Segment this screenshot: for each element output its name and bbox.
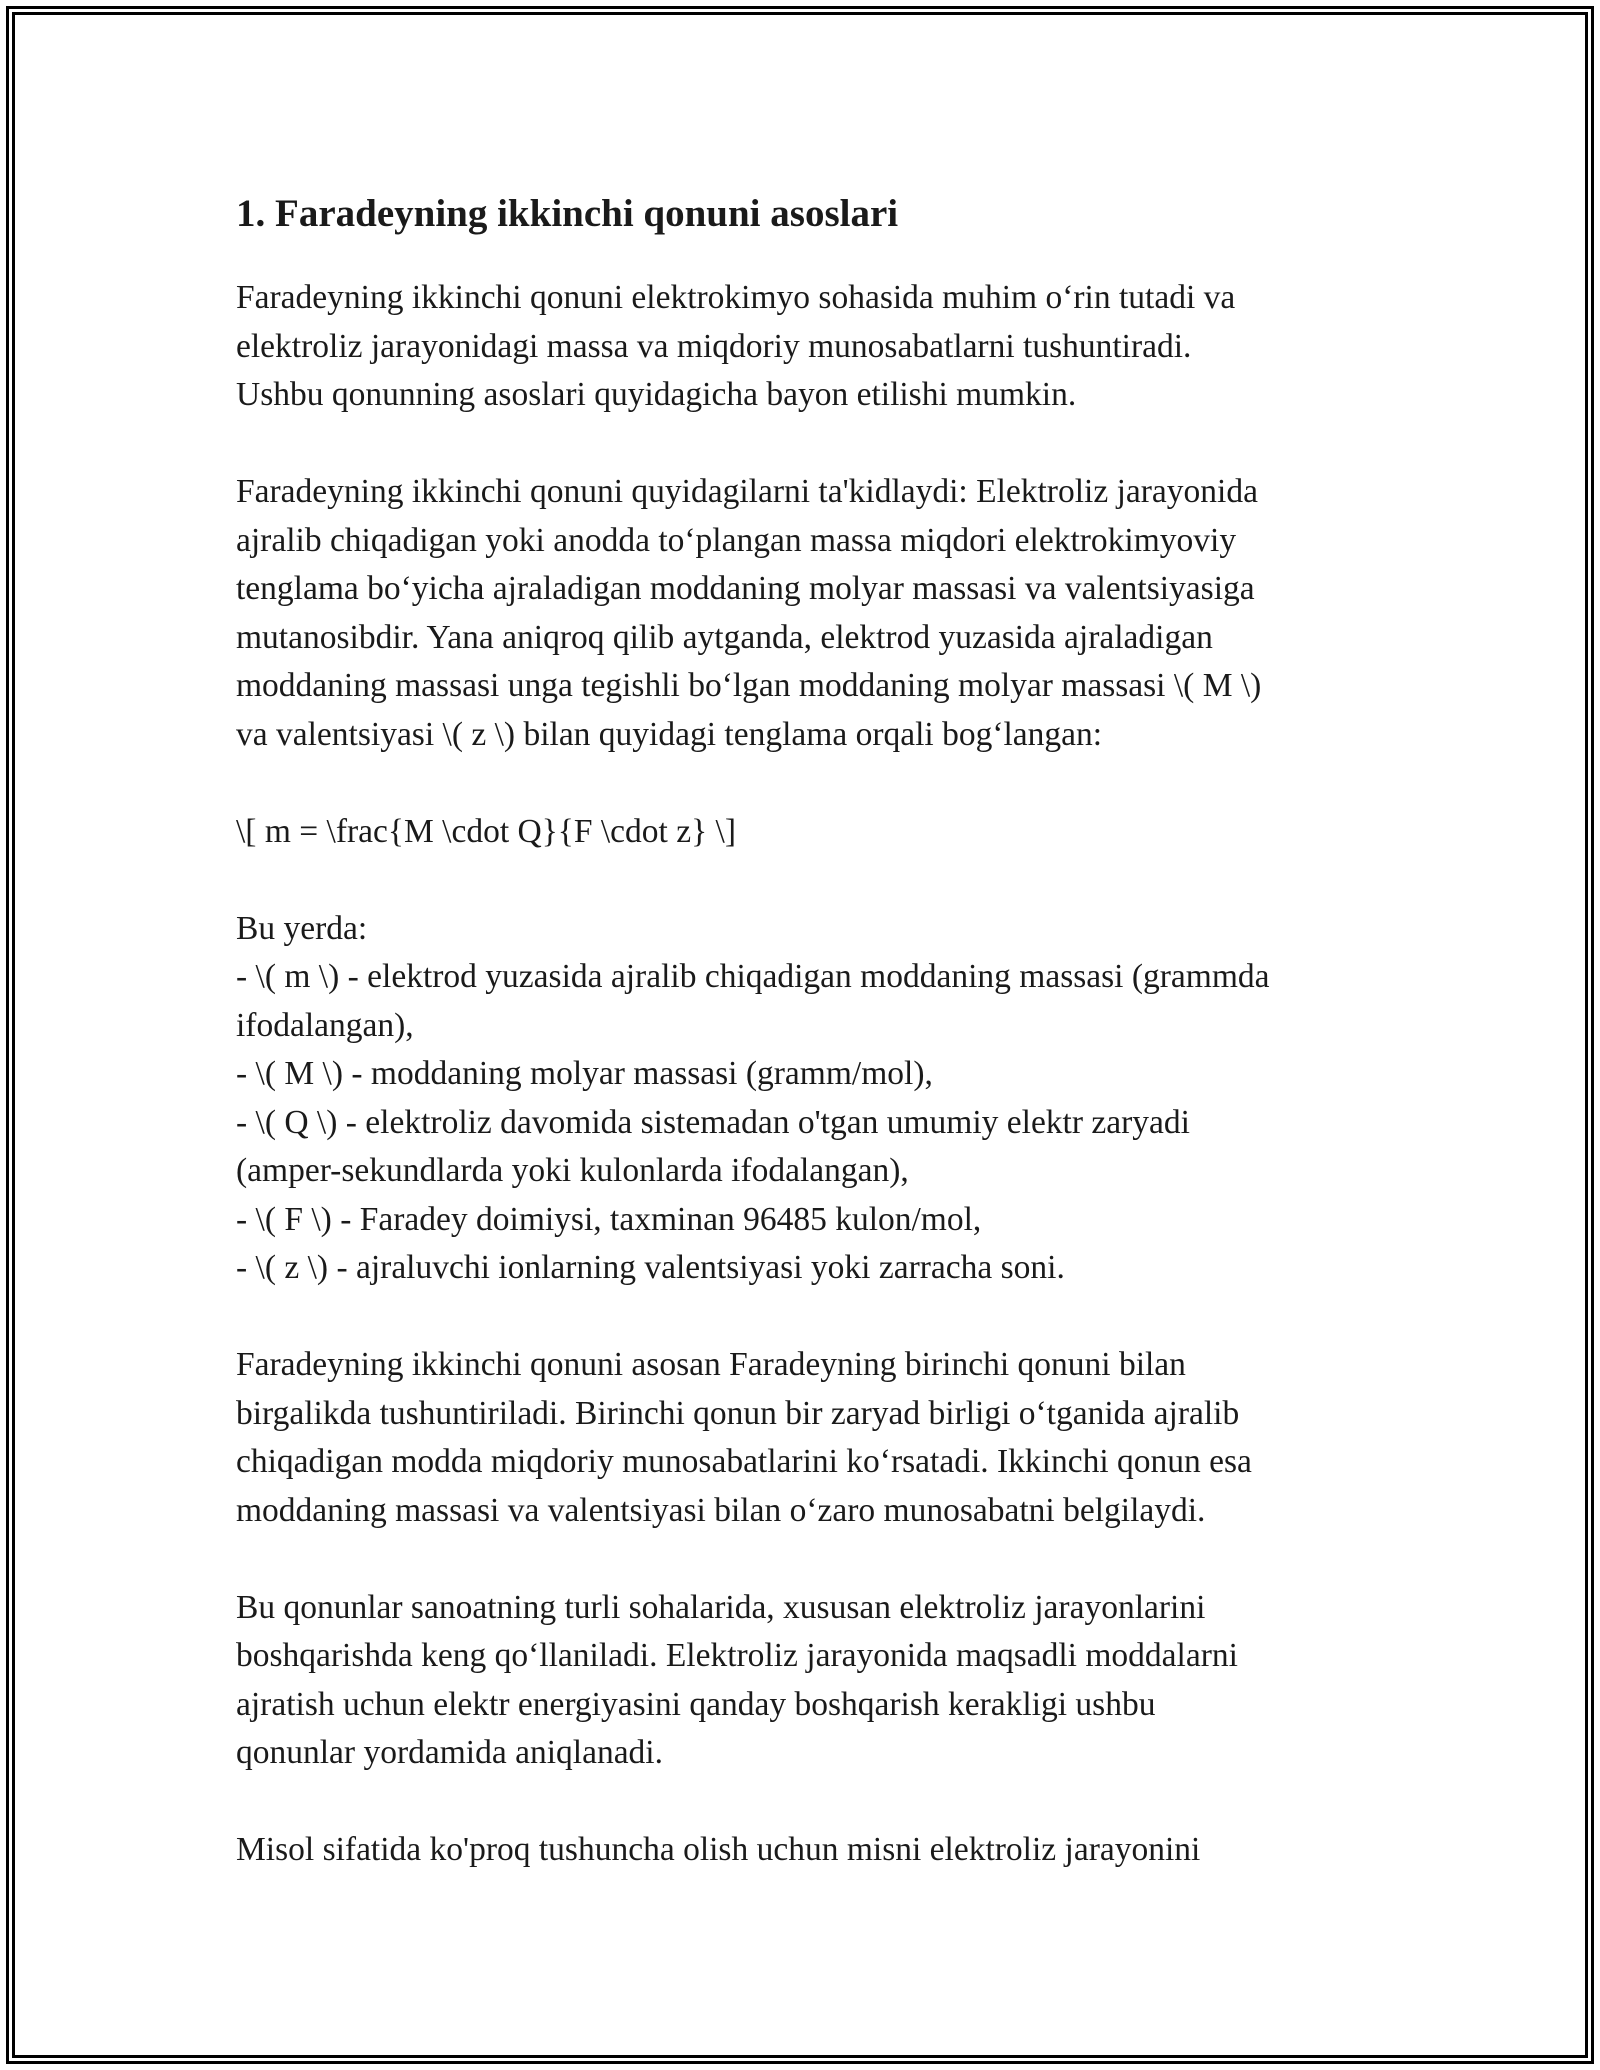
section-heading: 1. Faradeyning ikkinchi qonuni asoslari: [236, 192, 899, 235]
paragraph-gap: [236, 420, 1376, 469]
paragraph-gap: [236, 1778, 1376, 1827]
definition-item-m: - \( m \) - elektrod yuzasida ajralib chiqadigan moddaning massasi (grammda ifodalangan),: [236, 958, 1270, 1044]
definition-item-Q: - \( Q \) - elektroliz davomida sistemadan o'tgan umumiy elektr zaryadi (amper-sekundlarda yoki kulonlarda ifodalangan),: [236, 1103, 1190, 1189]
paragraph-gap: [236, 1293, 1376, 1342]
definition-item-F: - \( F \) - Faradey doimiysi, taxminan 96485 kulon/mol,: [236, 1200, 982, 1238]
definition-item-M: - \( M \) - moddaning molyar massasi (gramm/mol),: [236, 1055, 933, 1092]
formula-text: \[ m = \frac{M \cdot Q}{F \cdot z} \]: [236, 812, 736, 850]
definition-item-z: - \( z \) - ajraluvchi ionlarning valentsiyasi yoki zarracha soni.: [236, 1249, 1065, 1286]
paragraph-gap: [236, 759, 1376, 808]
paragraph-applications: Bu qonunlar sanoatning turli sohalarida, xususan elektroliz jarayonlarini boshqarishda keng qo‘llaniladi. Elektroliz jarayonida maqsadli moddalarni ajratish uchun elektr energiyasini qanday boshqarish kerakligi ushbu qonunlar yordamida aniqlanadi.: [236, 1588, 1238, 1771]
paragraph-intro: Faradeyning ikkinchi qonuni elektrokimyo sohasida muhim o‘rin tutadi va elektroliz jarayonidagi massa va miqdoriy munosabatlarni tushuntiradi. Ushbu qonunning asoslari quyidagicha bayon etilishi mumkin.: [236, 279, 1236, 413]
definitions-intro: Bu yerda:: [236, 909, 368, 947]
paragraph-example: Misol sifatida ko'proq tushuncha olish uchun misni elektroliz jarayonini: [236, 1831, 1201, 1868]
paragraph-gap: [236, 1535, 1376, 1584]
paragraph-law-statement: Faradeyning ikkinchi qonuni quyidagilarni ta'kidlaydi: Elektroliz jarayonida ajralib chiqadigan yoki anodda to‘plangan massa miqdori elektrokimyoviy tenglama bo‘yicha ajraladigan moddaning molyar massasi va valentsiyasiga mutanosibdir. Yana aniqroq qilib aytganda, elektrod yuzasida ajraladigan moddaning massasi unga tegishli bo‘lgan moddaning molyar massasi \( M \) va valentsiyasi \( z \) bilan quyidagi tenglama orqali bog‘langan:: [236, 473, 1262, 753]
paragraph-first-law-relation: Faradeyning ikkinchi qonuni asosan Faradeyning birinchi qonuni bilan birgalikda tushuntiriladi. Birinchi qonun bir zaryad birligi o‘tganida ajralib chiqadigan modda miqdoriy munosabatlarini ko‘rsatadi. Ikkinchi qonun esa moddaning massasi va valentsiyasi bilan o‘zaro munosabatni belgilaydi.: [236, 1346, 1252, 1529]
paragraph-gap: [236, 856, 1376, 905]
document-body: [236, 188, 1376, 1875]
